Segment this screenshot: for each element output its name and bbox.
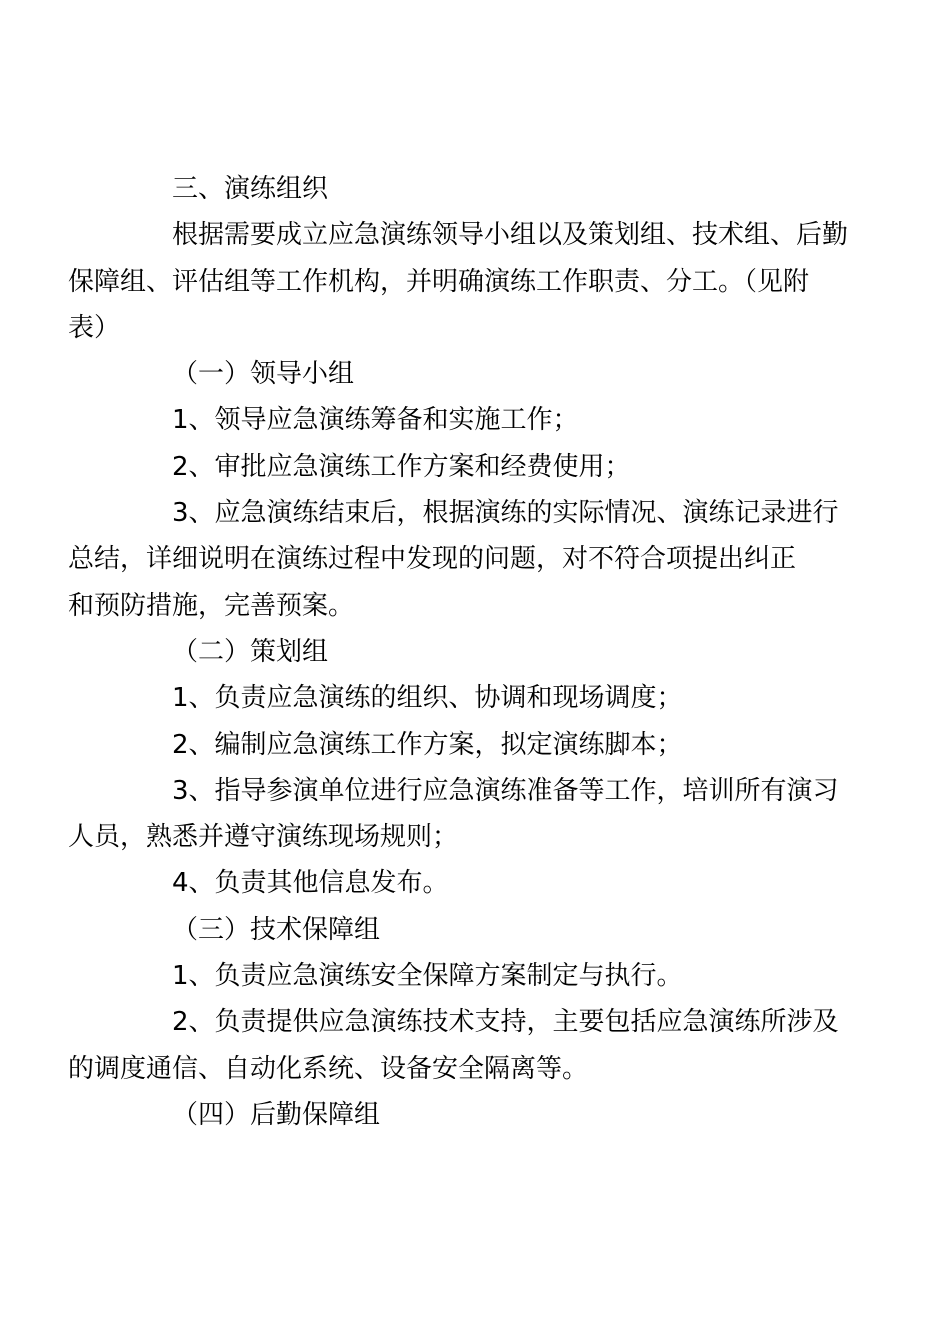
text-line: 1、负责应急演练的组织、协调和现场调度；: [172, 683, 683, 714]
list-item: [120, 722, 840, 768]
text-line: 的调度通信、自动化系统、设备安全隔离等。: [68, 1053, 589, 1084]
section-heading: [120, 166, 840, 212]
subsection-title: [120, 629, 840, 675]
intro-paragraph: [68, 212, 849, 351]
list-item: [120, 675, 840, 721]
list-item: [68, 768, 840, 861]
text-line: 1、负责应急演练安全保障方案制定与执行。: [172, 961, 683, 992]
subsection-title: [120, 351, 840, 397]
text-line: 2、负责提供应急演练技术支持，主要包括应急演练所涉及: [172, 1007, 839, 1038]
heading-text: 三、演练组织: [172, 174, 329, 204]
subsection-title-text: （四）后勤保障组: [172, 1099, 381, 1130]
text-line: 表）: [68, 312, 121, 343]
text-line: 1、领导应急演练筹备和实施工作；: [172, 405, 579, 436]
subsection-title: [120, 907, 840, 953]
text-line: 2、审批应急演练工作方案和经费使用；: [172, 451, 631, 482]
text-line: 总结，详细说明在演练过程中发现的问题，对不符合项提出纠正: [68, 544, 797, 575]
subsection-title-text: （一）领导小组: [172, 359, 355, 390]
text-line: 保障组、评估组等工作机构，并明确演练工作职责、分工。（见附: [68, 266, 810, 297]
list-item: [120, 860, 840, 906]
list-item: [120, 397, 840, 443]
text-line: 根据需要成立应急演练领导小组以及策划组、技术组、后勤: [172, 220, 849, 251]
document-body: [68, 166, 849, 1138]
subsection-title-text: （二）策划组: [172, 636, 329, 667]
text-line: 4、负责其他信息发布。: [172, 868, 449, 899]
list-item: [120, 444, 840, 490]
subsection-title: [120, 1092, 840, 1138]
list-item: [68, 490, 840, 629]
text-line: 2、编制应急演练工作方案，拟定演练脚本；: [172, 729, 683, 760]
text-line: 3、应急演练结束后，根据演练的实际情况、演练记录进行: [172, 498, 839, 529]
list-item: [120, 953, 840, 999]
text-line: 3、指导参演单位进行应急演练准备等工作，培训所有演习: [172, 775, 839, 806]
list-item: [68, 999, 840, 1092]
text-line: 人员，熟悉并遵守演练现场规则；: [68, 822, 459, 853]
subsection-title-text: （三）技术保障组: [172, 914, 381, 945]
text-line: 和预防措施，完善预案。: [68, 590, 355, 621]
